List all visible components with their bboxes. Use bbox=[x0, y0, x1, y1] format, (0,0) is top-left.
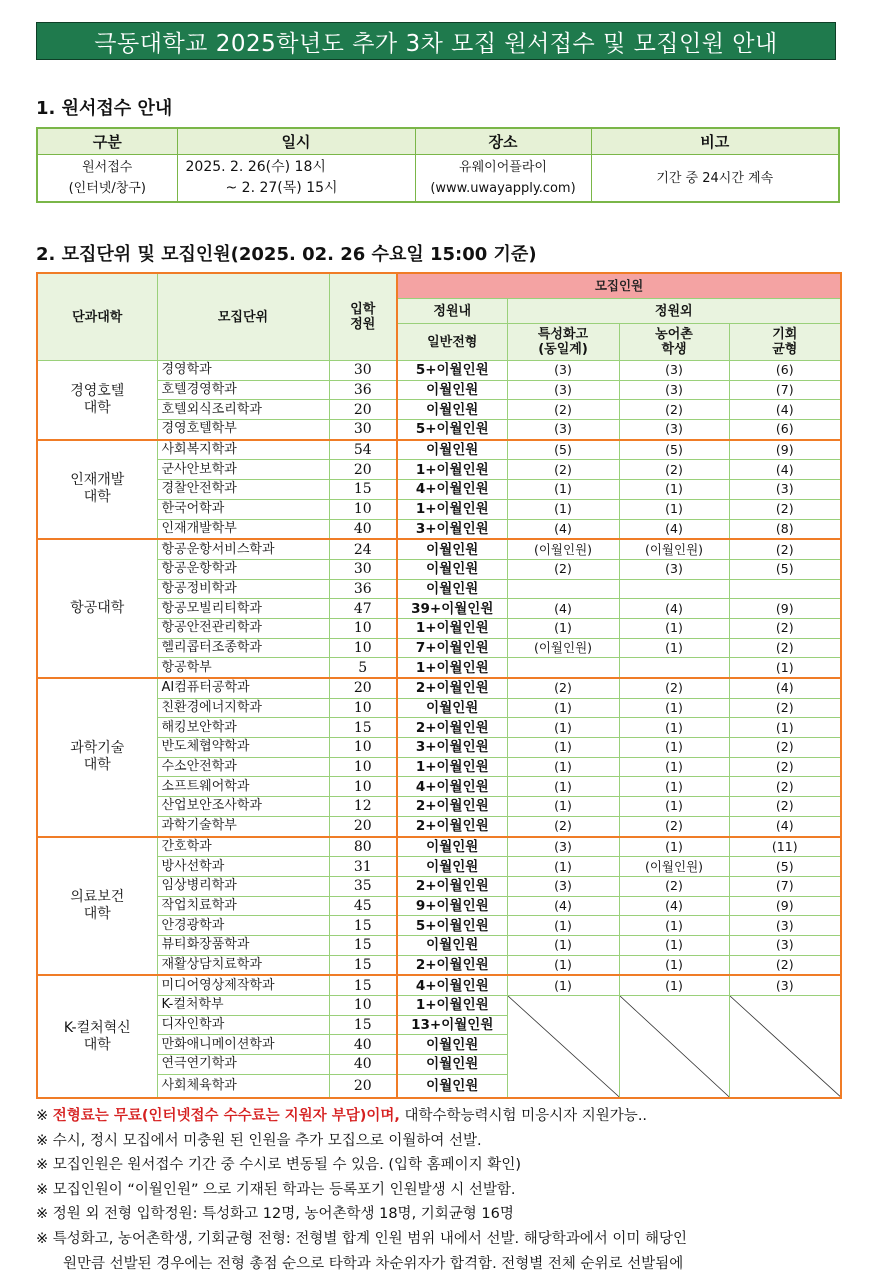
header-quota: 입학 정원 bbox=[329, 273, 397, 361]
general-count: 2+이월인원 bbox=[397, 718, 507, 738]
table-row bbox=[37, 579, 841, 599]
special-count: (1) bbox=[507, 916, 619, 936]
entrance-quota: 35 bbox=[329, 876, 397, 896]
table-row bbox=[37, 658, 841, 678]
department-name: 소프트웨어학과 bbox=[157, 777, 329, 797]
department-name: 사회복지학과 bbox=[157, 440, 329, 460]
entrance-quota: 15 bbox=[329, 935, 397, 955]
department-name: 인재개발학부 bbox=[157, 519, 329, 539]
header-chance: 기회 균형 bbox=[729, 324, 841, 361]
special-count bbox=[507, 579, 619, 599]
chance-count: (2) bbox=[729, 797, 841, 817]
table-row bbox=[37, 975, 841, 995]
rural-count: (이월인원) bbox=[619, 857, 729, 877]
department-name: K-컬처학부 bbox=[157, 996, 329, 1016]
table-row bbox=[37, 599, 841, 619]
table-row bbox=[37, 618, 841, 638]
special-count: (1) bbox=[507, 757, 619, 777]
table-row bbox=[37, 539, 841, 559]
special-count: (3) bbox=[507, 361, 619, 381]
page-title: 극동대학교 2025학년도 추가 3차 모집 원서접수 및 모집인원 안내 bbox=[36, 22, 836, 60]
general-count: 이월인원 bbox=[397, 837, 507, 857]
general-count: 1+이월인원 bbox=[397, 618, 507, 638]
chance-count: (7) bbox=[729, 380, 841, 400]
department-name: 호텔경영학과 bbox=[157, 380, 329, 400]
recruitment-table bbox=[36, 272, 842, 1099]
chance-count: (9) bbox=[729, 440, 841, 460]
department-name: 뷰티화장품학과 bbox=[157, 935, 329, 955]
entrance-quota: 15 bbox=[329, 975, 397, 995]
note-3: ※ 모집인원은 원서접수 기간 중 수시로 변동될 수 있음. (입학 홈페이지 확인) bbox=[36, 1157, 521, 1174]
chance-count: (2) bbox=[729, 638, 841, 658]
chance-count: (2) bbox=[729, 698, 841, 718]
general-count: 이월인원 bbox=[397, 1055, 507, 1075]
table-row bbox=[37, 916, 841, 936]
section1-heading: 1. 원서접수 안내 bbox=[36, 98, 173, 119]
diagonal-line bbox=[508, 996, 619, 1097]
chance-count: (3) bbox=[729, 935, 841, 955]
department-name: 간호학과 bbox=[157, 837, 329, 857]
department-name: 경영학과 bbox=[157, 361, 329, 381]
department-name: 한국어학과 bbox=[157, 499, 329, 519]
college-name: 항공대학 bbox=[37, 539, 157, 678]
special-count: (1) bbox=[507, 618, 619, 638]
college-name: 경영호텔 대학 bbox=[37, 361, 157, 440]
general-count: 이월인원 bbox=[397, 1035, 507, 1055]
special-count: (1) bbox=[507, 738, 619, 758]
department-name: 항공운항서비스학과 bbox=[157, 539, 329, 559]
rural-count: (1) bbox=[619, 955, 729, 975]
header-datetime: 일시 bbox=[177, 128, 415, 155]
table-row bbox=[37, 499, 841, 519]
table-row bbox=[37, 380, 841, 400]
general-count: 이월인원 bbox=[397, 559, 507, 579]
rural-count: (1) bbox=[619, 738, 729, 758]
rural-count: (1) bbox=[619, 499, 729, 519]
general-count: 1+이월인원 bbox=[397, 499, 507, 519]
entrance-quota: 15 bbox=[329, 916, 397, 936]
entrance-quota: 40 bbox=[329, 1035, 397, 1055]
entrance-quota: 10 bbox=[329, 638, 397, 658]
special-count: (5) bbox=[507, 440, 619, 460]
chance-count: (7) bbox=[729, 876, 841, 896]
rural-count: (1) bbox=[619, 757, 729, 777]
header-outside: 정원외 bbox=[507, 299, 841, 324]
note-1: ※ 전형료는 무료(인터넷접수 수수료는 지원자 부담)이며, 대학수학능력시험 미응시자 지원가능.. bbox=[36, 1108, 648, 1124]
department-name: 만화애니메이션학과 bbox=[157, 1035, 329, 1055]
header-note: 비고 bbox=[591, 128, 839, 155]
entrance-quota: 10 bbox=[329, 777, 397, 797]
rural-count: (2) bbox=[619, 876, 729, 896]
chance-count: (2) bbox=[729, 499, 841, 519]
general-count: 13+이월인원 bbox=[397, 1015, 507, 1035]
special-count: (이월인원) bbox=[507, 539, 619, 559]
entrance-quota: 10 bbox=[329, 499, 397, 519]
rural-count: (3) bbox=[619, 559, 729, 579]
note-6-continued: 원만큼 선발된 경우에는 전형 총점 순으로 타학과 차순위자가 합격함. 전형별 전체 순위로 선발됨에 bbox=[63, 1255, 684, 1272]
table-row bbox=[37, 698, 841, 718]
rural-count: (4) bbox=[619, 599, 729, 619]
table-row bbox=[37, 757, 841, 777]
rural-count: (5) bbox=[619, 440, 729, 460]
entrance-quota: 30 bbox=[329, 559, 397, 579]
entrance-quota: 20 bbox=[329, 678, 397, 698]
entrance-quota: 31 bbox=[329, 857, 397, 877]
chance-count: (2) bbox=[729, 955, 841, 975]
table-row bbox=[37, 797, 841, 817]
rural-count: (1) bbox=[619, 975, 729, 995]
chance-count: (4) bbox=[729, 816, 841, 836]
college-name: 의료보건 대학 bbox=[37, 837, 157, 976]
entrance-quota: 40 bbox=[329, 1055, 397, 1075]
section2-heading: 2. 모집단위 및 모집인원(2025. 02. 26 수요일 15:00 기준) bbox=[36, 244, 537, 265]
department-name: 연극연기학과 bbox=[157, 1055, 329, 1075]
department-name: 반도체협약학과 bbox=[157, 738, 329, 758]
rural-count: (1) bbox=[619, 638, 729, 658]
department-name: 친환경에너지학과 bbox=[157, 698, 329, 718]
rural-count: (4) bbox=[619, 896, 729, 916]
department-name: 항공운항학과 bbox=[157, 559, 329, 579]
header-recruit: 모집인원 bbox=[397, 273, 841, 299]
chance-count bbox=[729, 579, 841, 599]
table-row bbox=[37, 440, 841, 460]
rural-count: (3) bbox=[619, 380, 729, 400]
chance-count: (2) bbox=[729, 738, 841, 758]
note-2: ※ 수시, 정시 모집에서 미충원 된 인원을 추가 모집으로 이월하여 선발. bbox=[36, 1132, 482, 1149]
department-name: 군사안보학과 bbox=[157, 460, 329, 480]
entrance-quota: 10 bbox=[329, 738, 397, 758]
special-count: (3) bbox=[507, 876, 619, 896]
department-name: 과학기술학부 bbox=[157, 816, 329, 836]
special-count: (2) bbox=[507, 460, 619, 480]
table-row bbox=[37, 400, 841, 420]
chance-count: (2) bbox=[729, 777, 841, 797]
empty-cell-special bbox=[507, 996, 619, 1098]
chance-count: (4) bbox=[729, 678, 841, 698]
chance-count: (4) bbox=[729, 460, 841, 480]
department-name: 헬리콥터조종학과 bbox=[157, 638, 329, 658]
general-count: 이월인원 bbox=[397, 579, 507, 599]
special-count: (2) bbox=[507, 678, 619, 698]
general-count: 39+이월인원 bbox=[397, 599, 507, 619]
table-row bbox=[37, 420, 841, 440]
entrance-quota: 10 bbox=[329, 996, 397, 1016]
entrance-quota: 15 bbox=[329, 718, 397, 738]
general-count: 5+이월인원 bbox=[397, 361, 507, 381]
rural-count bbox=[619, 579, 729, 599]
table-row bbox=[37, 678, 841, 698]
general-count: 9+이월인원 bbox=[397, 896, 507, 916]
special-count: (1) bbox=[507, 499, 619, 519]
rural-count: (1) bbox=[619, 916, 729, 936]
department-name: 안경광학과 bbox=[157, 916, 329, 936]
department-name: 항공모빌리티학과 bbox=[157, 599, 329, 619]
special-count: (2) bbox=[507, 559, 619, 579]
department-name: 경영호텔학부 bbox=[157, 420, 329, 440]
special-count: (3) bbox=[507, 380, 619, 400]
general-count: 이월인원 bbox=[397, 400, 507, 420]
rural-count: (이월인원) bbox=[619, 539, 729, 559]
table-row bbox=[37, 638, 841, 658]
table-row bbox=[37, 837, 841, 857]
entrance-quota: 20 bbox=[329, 816, 397, 836]
table-row bbox=[37, 480, 841, 500]
chance-count: (9) bbox=[729, 896, 841, 916]
entrance-quota: 36 bbox=[329, 579, 397, 599]
entrance-quota: 5 bbox=[329, 658, 397, 678]
general-count: 1+이월인원 bbox=[397, 996, 507, 1016]
entrance-quota: 30 bbox=[329, 361, 397, 381]
entrance-quota: 30 bbox=[329, 420, 397, 440]
header-rural: 농어촌 학생 bbox=[619, 324, 729, 361]
header-category: 구분 bbox=[37, 128, 177, 155]
special-count: (2) bbox=[507, 816, 619, 836]
table-row bbox=[37, 718, 841, 738]
general-count: 2+이월인원 bbox=[397, 797, 507, 817]
chance-count: (4) bbox=[729, 400, 841, 420]
rural-count: (1) bbox=[619, 797, 729, 817]
header-college: 단과대학 bbox=[37, 273, 157, 361]
entrance-quota: 10 bbox=[329, 757, 397, 777]
rural-count: (1) bbox=[619, 935, 729, 955]
general-count: 4+이월인원 bbox=[397, 480, 507, 500]
general-count: 이월인원 bbox=[397, 935, 507, 955]
note-6: ※ 특성화고, 농어촌학생, 기회균형 전형: 전형별 합계 인원 범위 내에서 선발. 해당학과에서 이미 해당인 bbox=[36, 1230, 688, 1247]
special-count: (1) bbox=[507, 777, 619, 797]
empty-cell-chance bbox=[729, 996, 841, 1098]
chance-count: (2) bbox=[729, 539, 841, 559]
notes bbox=[36, 1104, 848, 1276]
special-count: (4) bbox=[507, 896, 619, 916]
general-count: 2+이월인원 bbox=[397, 955, 507, 975]
chance-count: (3) bbox=[729, 916, 841, 936]
special-count: (1) bbox=[507, 718, 619, 738]
chance-count: (1) bbox=[729, 718, 841, 738]
rural-count: (1) bbox=[619, 837, 729, 857]
entrance-quota: 47 bbox=[329, 599, 397, 619]
empty-cell-rural bbox=[619, 996, 729, 1098]
entrance-quota: 10 bbox=[329, 698, 397, 718]
entrance-quota: 40 bbox=[329, 519, 397, 539]
rural-count: (2) bbox=[619, 400, 729, 420]
note-5: ※ 정원 외 전형 입학정원: 특성화고 12명, 농어촌학생 18명, 기회균형 16명 bbox=[36, 1206, 514, 1223]
general-count: 이월인원 bbox=[397, 857, 507, 877]
entrance-quota: 10 bbox=[329, 618, 397, 638]
general-count: 1+이월인원 bbox=[397, 658, 507, 678]
general-count: 4+이월인원 bbox=[397, 975, 507, 995]
entrance-quota: 54 bbox=[329, 440, 397, 460]
department-name: 미디어영상제작학과 bbox=[157, 975, 329, 995]
general-count: 이월인원 bbox=[397, 380, 507, 400]
recruitment-body bbox=[37, 361, 841, 1098]
department-name: 사회체육학과 bbox=[157, 1074, 329, 1098]
rural-count: (1) bbox=[619, 618, 729, 638]
diagonal-line bbox=[730, 996, 841, 1097]
chance-count: (1) bbox=[729, 658, 841, 678]
rural-count: (1) bbox=[619, 777, 729, 797]
table-row bbox=[37, 460, 841, 480]
department-name: 해킹보안학과 bbox=[157, 718, 329, 738]
general-count: 이월인원 bbox=[397, 440, 507, 460]
entrance-quota: 20 bbox=[329, 400, 397, 420]
department-name: 경찰안전학과 bbox=[157, 480, 329, 500]
entrance-quota: 15 bbox=[329, 955, 397, 975]
department-name: 작업치료학과 bbox=[157, 896, 329, 916]
department-name: 수소안전학과 bbox=[157, 757, 329, 777]
general-count: 4+이월인원 bbox=[397, 777, 507, 797]
department-name: AI컴퓨터공학과 bbox=[157, 678, 329, 698]
rural-count: (2) bbox=[619, 816, 729, 836]
chance-count: (3) bbox=[729, 975, 841, 995]
application-table bbox=[36, 127, 840, 203]
department-name: 항공안전관리학과 bbox=[157, 618, 329, 638]
table-row bbox=[37, 876, 841, 896]
note-4: ※ 모집인원이 “이월인원” 으로 기재된 학과는 등록포기 인원발생 시 선발함. bbox=[36, 1181, 516, 1198]
entrance-quota: 24 bbox=[329, 539, 397, 559]
general-count: 2+이월인원 bbox=[397, 678, 507, 698]
entrance-quota: 15 bbox=[329, 480, 397, 500]
table-row bbox=[37, 777, 841, 797]
entrance-quota: 15 bbox=[329, 1015, 397, 1035]
general-count: 5+이월인원 bbox=[397, 420, 507, 440]
rural-count: (1) bbox=[619, 480, 729, 500]
chance-count: (3) bbox=[729, 480, 841, 500]
general-count: 이월인원 bbox=[397, 698, 507, 718]
special-count: (1) bbox=[507, 935, 619, 955]
entrance-quota: 20 bbox=[329, 1074, 397, 1098]
special-count: (이월인원) bbox=[507, 638, 619, 658]
department-name: 산업보안조사학과 bbox=[157, 797, 329, 817]
general-count: 3+이월인원 bbox=[397, 738, 507, 758]
rural-count: (1) bbox=[619, 718, 729, 738]
table-row bbox=[37, 816, 841, 836]
department-name: 임상병리학과 bbox=[157, 876, 329, 896]
special-count: (1) bbox=[507, 698, 619, 718]
header-general: 일반전형 bbox=[397, 324, 507, 361]
general-count: 이월인원 bbox=[397, 539, 507, 559]
college-name: K-컬처혁신 대학 bbox=[37, 975, 157, 1097]
chance-count: (5) bbox=[729, 857, 841, 877]
place-cell: 유웨이어플라이 (www.uwayapply.com) bbox=[415, 155, 591, 203]
department-name: 방사선학과 bbox=[157, 857, 329, 877]
department-name: 호텔외식조리학과 bbox=[157, 400, 329, 420]
table-row bbox=[37, 955, 841, 975]
entrance-quota: 20 bbox=[329, 460, 397, 480]
special-count: (2) bbox=[507, 400, 619, 420]
rural-count: (4) bbox=[619, 519, 729, 539]
category-cell: 원서접수 (인터넷/창구) bbox=[37, 155, 177, 203]
chance-count: (11) bbox=[729, 837, 841, 857]
chance-count: (8) bbox=[729, 519, 841, 539]
department-name: 항공정비학과 bbox=[157, 579, 329, 599]
table-row bbox=[37, 738, 841, 758]
general-count: 1+이월인원 bbox=[397, 757, 507, 777]
college-name: 인재개발 대학 bbox=[37, 440, 157, 539]
special-count: (3) bbox=[507, 420, 619, 440]
special-count: (4) bbox=[507, 519, 619, 539]
table-row bbox=[37, 361, 841, 381]
general-count: 7+이월인원 bbox=[397, 638, 507, 658]
general-count: 2+이월인원 bbox=[397, 876, 507, 896]
chance-count: (2) bbox=[729, 757, 841, 777]
chance-count: (6) bbox=[729, 420, 841, 440]
chance-count: (9) bbox=[729, 599, 841, 619]
rural-count: (3) bbox=[619, 361, 729, 381]
table-row bbox=[37, 935, 841, 955]
department-name: 디자인학과 bbox=[157, 1015, 329, 1035]
special-count: (4) bbox=[507, 599, 619, 619]
special-count: (1) bbox=[507, 480, 619, 500]
note-cell: 기간 중 24시간 계속 bbox=[591, 155, 839, 203]
special-count: (1) bbox=[507, 857, 619, 877]
table-row bbox=[37, 559, 841, 579]
rural-count: (2) bbox=[619, 460, 729, 480]
entrance-quota: 45 bbox=[329, 896, 397, 916]
department-name: 재활상담치료학과 bbox=[157, 955, 329, 975]
department-name: 항공학부 bbox=[157, 658, 329, 678]
entrance-quota: 80 bbox=[329, 837, 397, 857]
table-row bbox=[37, 996, 841, 1016]
header-within: 정원내 bbox=[397, 299, 507, 324]
general-count: 2+이월인원 bbox=[397, 816, 507, 836]
rural-count: (3) bbox=[619, 420, 729, 440]
general-count: 5+이월인원 bbox=[397, 916, 507, 936]
chance-count: (6) bbox=[729, 361, 841, 381]
header-place: 장소 bbox=[415, 128, 591, 155]
entrance-quota: 12 bbox=[329, 797, 397, 817]
diagonal-line bbox=[620, 996, 729, 1097]
general-count: 3+이월인원 bbox=[397, 519, 507, 539]
chance-count: (2) bbox=[729, 618, 841, 638]
general-count: 이월인원 bbox=[397, 1074, 507, 1098]
rural-count bbox=[619, 658, 729, 678]
special-count: (3) bbox=[507, 837, 619, 857]
college-name: 과학기술 대학 bbox=[37, 678, 157, 837]
special-count: (1) bbox=[507, 975, 619, 995]
entrance-quota: 36 bbox=[329, 380, 397, 400]
header-special: 특성화고 (동일계) bbox=[507, 324, 619, 361]
datetime-cell: 2025. 2. 26(수) 18시 ~ 2. 27(목) 15시 bbox=[177, 155, 415, 203]
chance-count: (5) bbox=[729, 559, 841, 579]
special-count: (1) bbox=[507, 955, 619, 975]
general-count: 1+이월인원 bbox=[397, 460, 507, 480]
rural-count: (1) bbox=[619, 698, 729, 718]
table-row bbox=[37, 857, 841, 877]
table-row bbox=[37, 896, 841, 916]
header-unit: 모집단위 bbox=[157, 273, 329, 361]
special-count: (1) bbox=[507, 797, 619, 817]
table-row bbox=[37, 519, 841, 539]
special-count bbox=[507, 658, 619, 678]
rural-count: (2) bbox=[619, 678, 729, 698]
